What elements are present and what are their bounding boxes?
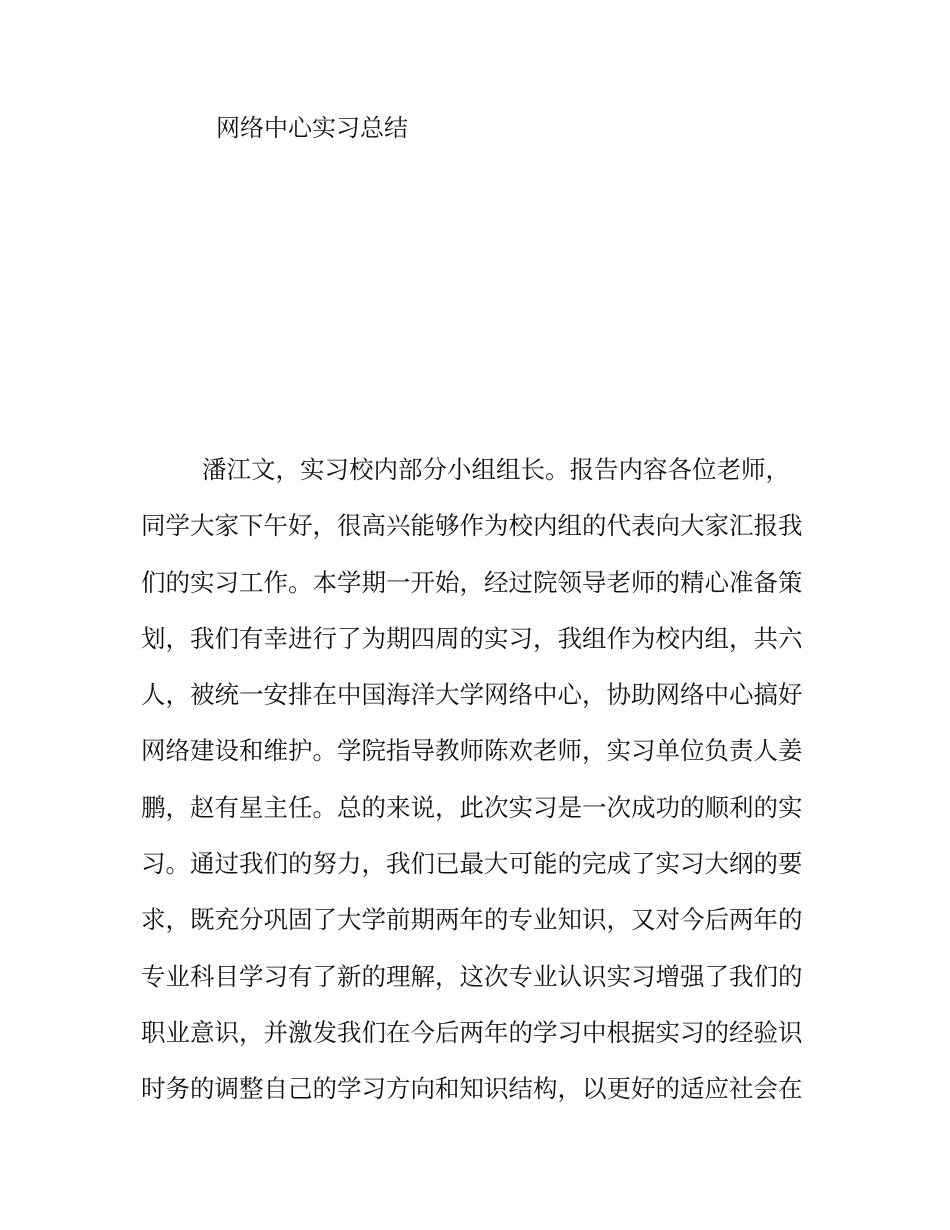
paragraph-line: 专业科目学习有了新的理解，这次专业认识实习增强了我们的 bbox=[141, 961, 803, 991]
paragraph-line: 习。通过我们的努力，我们已最大可能的完成了实习大纲的要 bbox=[141, 849, 803, 879]
document-title: 网络中心实习总结 bbox=[216, 114, 408, 142]
paragraph-line: 同学大家下午好，很高兴能够作为校内组的代表向大家汇报我 bbox=[141, 511, 803, 541]
paragraph-line: 潘江文，实习校内部分小组组长。报告内容各位老师， bbox=[202, 455, 790, 484]
paragraph-line: 们的实习工作。本学期一开始，经过院领导老师的精心准备策 bbox=[141, 567, 803, 597]
paragraph-line: 时务的调整自己的学习方向和知识结构，以更好的适应社会在 bbox=[141, 1074, 803, 1104]
paragraph-line: 人，被统一安排在中国海洋大学网络中心，协助网络中心搞好 bbox=[141, 680, 803, 710]
paragraph-line: 职业意识，并激发我们在今后两年的学习中根据实习的经验识 bbox=[141, 1017, 803, 1047]
paragraph-line: 求，既充分巩固了大学前期两年的专业知识，又对今后两年的 bbox=[141, 905, 803, 935]
paragraph-line: 鹏，赵有星主任。总的来说，此次实习是一次成功的顺利的实 bbox=[141, 792, 803, 822]
paragraph-line: 划，我们有幸进行了为期四周的实习，我组作为校内组，共六 bbox=[141, 623, 803, 653]
paragraph-line: 网络建设和维护。学院指导教师陈欢老师，实习单位负责人姜 bbox=[141, 736, 803, 766]
document-body bbox=[141, 448, 821, 1124]
